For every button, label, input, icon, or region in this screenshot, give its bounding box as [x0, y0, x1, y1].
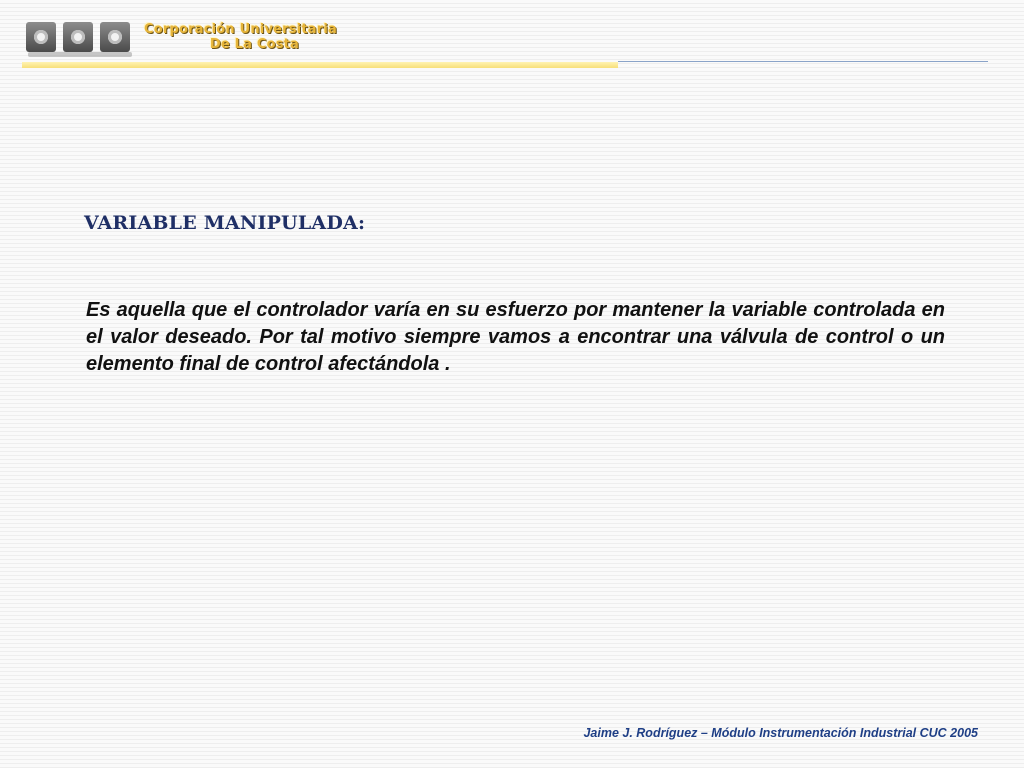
logo-letter-c1 [26, 22, 56, 52]
logo [26, 18, 337, 58]
logo-shadow [28, 52, 132, 57]
logo-letter-c2 [100, 22, 130, 52]
org-name-line2: De La Costa [209, 37, 300, 52]
org-name-line1: Corporación Universitaria [144, 22, 337, 37]
header-rule-blue [618, 61, 988, 62]
logo-letter-u [63, 22, 93, 52]
cuc-logo-icon [26, 18, 134, 58]
header-rule-yellow [22, 62, 618, 68]
org-name [144, 22, 337, 52]
page-title: VARIABLE MANIPULADA: [84, 212, 366, 234]
footer-credit: Jaime J. Rodríguez – Módulo Instrumentación Industrial CUC 2005 [583, 726, 978, 740]
definition-paragraph: Es aquella que el controlador varía en su esfuerzo por mantener la variable controlada en el valor deseado. Por tal motivo siempre vamos a encontrar una válvula de control o un elemento final de control afectándola . [86, 299, 945, 375]
